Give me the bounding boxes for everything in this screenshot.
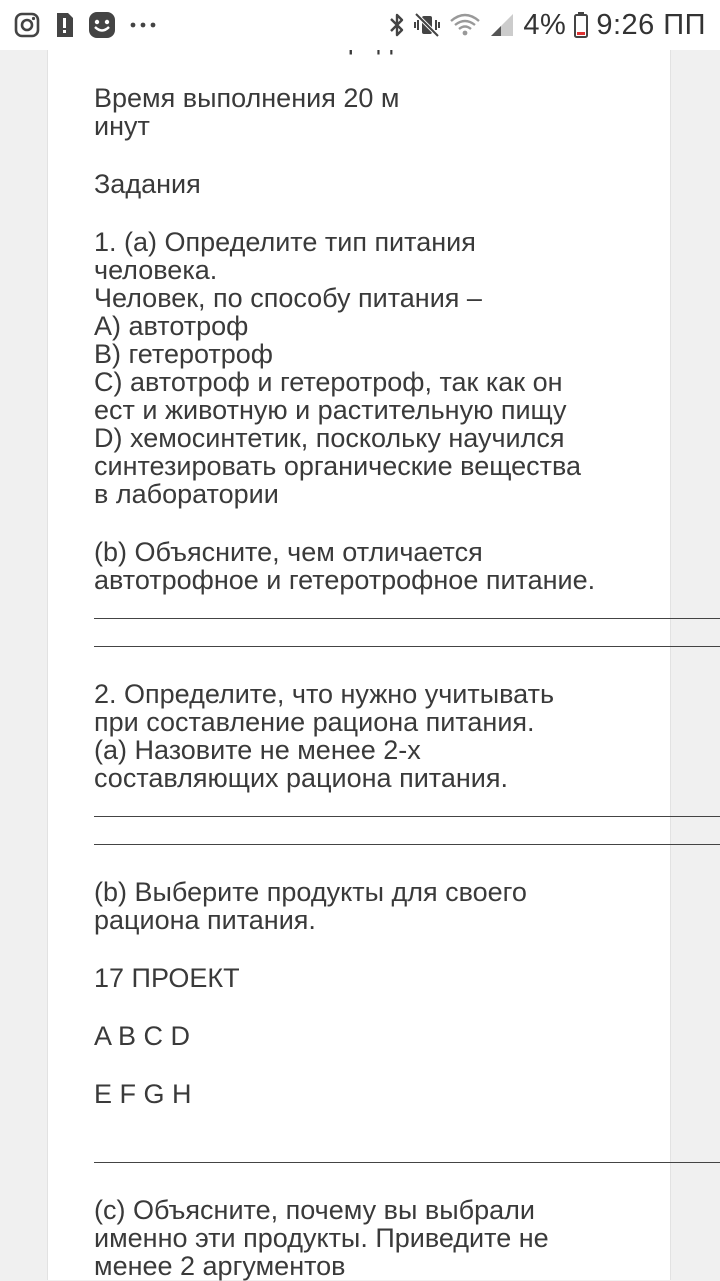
q1-option-a: А) автотроф [94,311,249,341]
project-label: 17 ПРОЕКТ [94,963,240,993]
status-bar-left [14,11,170,39]
q1-option-c-2: ест и животную и растительную пищу [94,395,567,425]
time-limit-line-1: Время выполнения 20 м [94,83,400,113]
q1-line-3: Человек, по способу питания – [94,283,482,313]
answer-line [94,622,720,650]
q2c-line-1: (с) Объясните, почему вы выбрали [94,1195,535,1225]
answer-line [94,792,720,820]
more-dots-icon [130,21,156,29]
product-letters-row-2: E F G H [94,1079,192,1109]
alert-icon [54,12,74,38]
battery-low-icon [574,12,588,38]
q1-option-d-1: D) хемосинтетик, поскольку научился [94,423,565,453]
q1-option-b: В) гетеротроф [94,339,274,369]
q2-line-2: при составление рациона питания. [94,707,535,737]
answer-line [94,820,720,848]
status-bar-right [381,9,706,42]
clock-time: 9:26 ПП [596,8,706,41]
q2a-line-2: составляющих рациона питания. [94,763,508,793]
document-content [94,26,720,1280]
q2-line-1: 2. Определите, что нужно учитывать [94,679,555,709]
q2b-line-2: рациона питания. [94,905,316,935]
q2c-line-3: менее 2 аргументов [94,1251,346,1281]
q2a-line-1: (а) Назовите не менее 2-х [94,735,421,765]
emoji-icon [88,11,116,39]
answer-line [94,594,720,622]
time-limit-line-2: инут [94,111,150,141]
product-letters-row-1: A B C D [94,1021,191,1051]
answer-line [94,1138,720,1166]
q1-option-c-1: С) автотроф и гетеротроф, так как он [94,367,563,397]
q1-option-d-2: синтезировать органические вещества [94,451,582,481]
q2c-line-2: именно эти продукты. Приведите не [94,1223,549,1253]
q2b-line-1: (b) Выберите продукты для своего [94,877,527,907]
signal-icon [489,12,515,38]
vibrate-mute-icon [413,12,441,38]
q1-line-2: человека. [94,255,218,285]
tasks-label: Задания [94,169,201,199]
battery-percent: 4% [523,8,567,41]
q1b-line-1: (b) Объясните, чем отличается [94,537,483,567]
instagram-icon [14,12,40,38]
q1-line-1: 1. (а) Определите тип питания [94,227,476,257]
status-bar [0,0,720,50]
wifi-icon [449,12,481,38]
bluetooth-icon [389,12,405,38]
q1b-line-2: автотрофное и гетеротрофное питание. [94,565,596,595]
q1-option-d-3: в лаборатории [94,479,279,509]
